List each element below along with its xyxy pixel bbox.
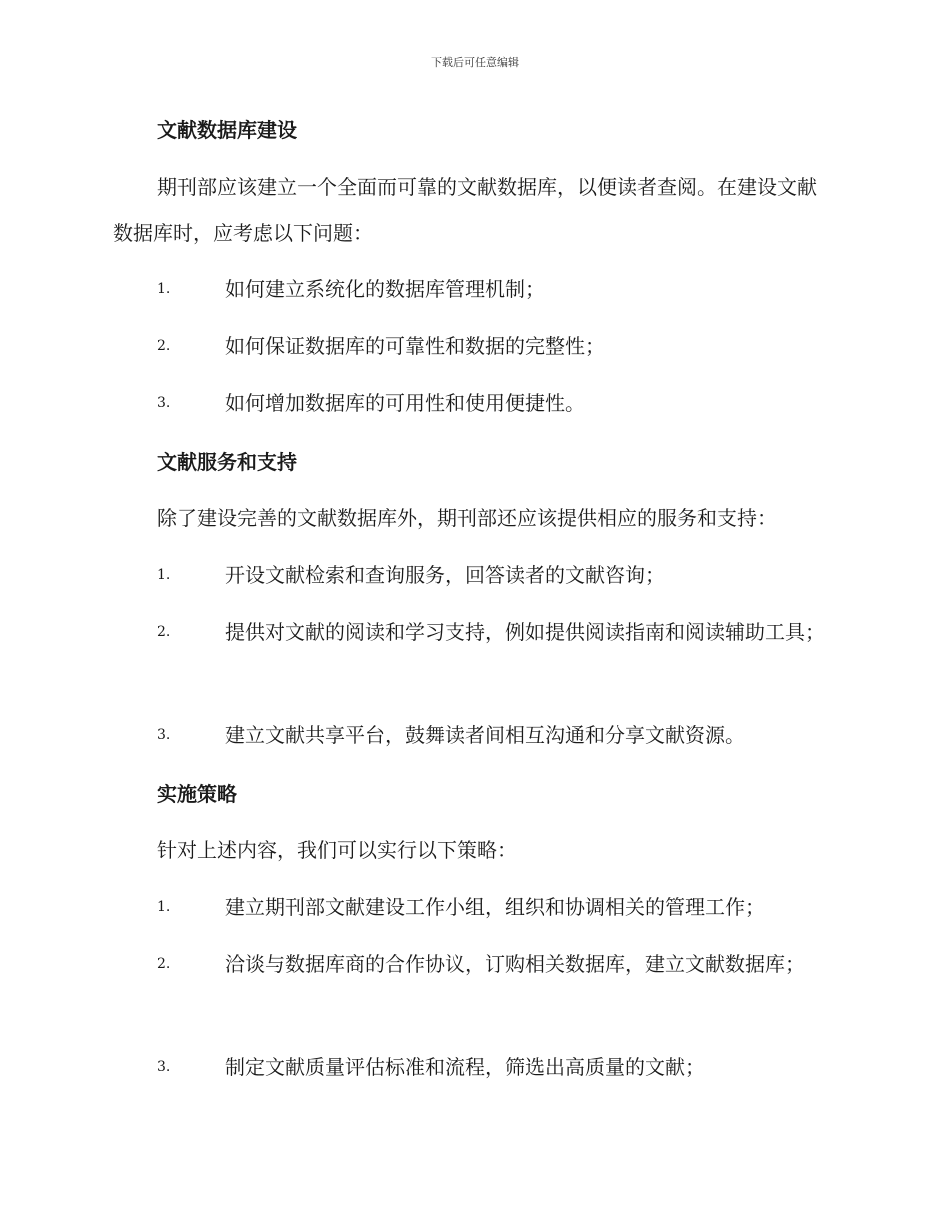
list-item	[113, 712, 835, 758]
list-item	[113, 266, 835, 312]
list-item-text: 建立文献共享平台，鼓舞读者间相互沟通和分享文献资源。	[225, 723, 745, 747]
list-item	[113, 609, 835, 655]
list-item-number: 2.	[157, 956, 171, 972]
list-item-text: 开设文献检索和查询服务，回答读者的文献咨询；	[225, 563, 665, 587]
list-item	[113, 884, 835, 930]
list-item-number: 3.	[157, 395, 171, 411]
section-intro: 期刊部应该建立一个全面而可靠的文献数据库，以便读者查阅。在建设文献数据库时，应考虑以下问题：	[113, 175, 817, 245]
list-item-number: 2.	[157, 338, 171, 354]
list-item	[113, 380, 835, 426]
list-item	[113, 552, 835, 598]
section-heading: 文献数据库建设	[157, 118, 297, 142]
list-item-text: 洽谈与数据库商的合作协议，订购相关数据库，建立文献数据库；	[225, 952, 805, 976]
section-heading: 实施策略	[157, 782, 237, 806]
list-item-number: 1.	[157, 899, 171, 915]
list-item-text: 建立期刊部文献建设工作小组，组织和协调相关的管理工作；	[225, 895, 765, 919]
section-intro: 针对上述内容，我们可以实行以下策略：	[157, 838, 517, 862]
page-header-note: 下载后可任意编辑	[431, 56, 519, 69]
list-item-text: 制定文献质量评估标准和流程，筛选出高质量的文献；	[225, 1055, 705, 1079]
list-item-text: 提供对文献的阅读和学习支持，例如提供阅读指南和阅读辅助工具；	[225, 620, 825, 644]
section-intro: 除了建设完善的文献数据库外，期刊部还应该提供相应的服务和支持：	[157, 506, 777, 530]
list-item-text: 如何建立系统化的数据库管理机制；	[225, 277, 545, 301]
section-heading: 文献服务和支持	[157, 450, 297, 474]
list-item-number: 1.	[157, 567, 171, 583]
list-item	[113, 1044, 835, 1090]
list-item	[113, 323, 835, 369]
list-item-number: 2.	[157, 624, 171, 640]
list-item-text: 如何保证数据库的可靠性和数据的完整性；	[225, 334, 605, 358]
list-item-number: 3.	[157, 1059, 171, 1075]
list-item-number: 1.	[157, 281, 171, 297]
list-item	[113, 941, 835, 987]
list-item-text: 如何增加数据库的可用性和使用便捷性。	[225, 391, 585, 415]
list-item-number: 3.	[157, 727, 171, 743]
